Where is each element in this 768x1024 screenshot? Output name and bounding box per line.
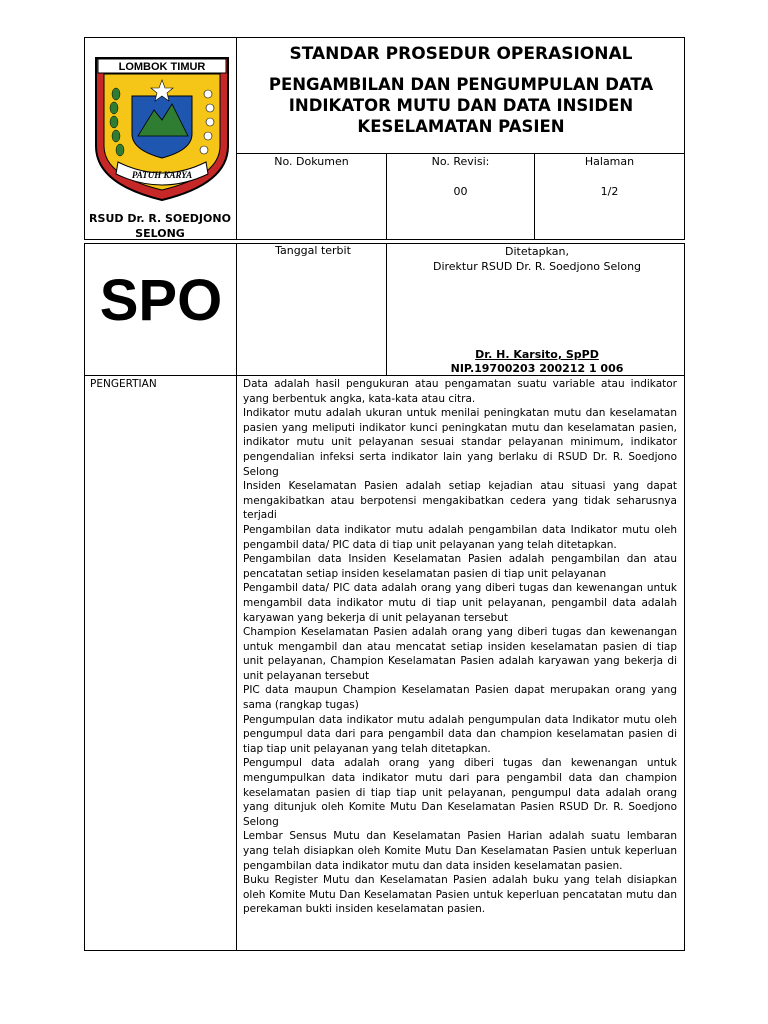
document-title <box>238 42 684 137</box>
title-sub-line-2: INDIKATOR MUTU DAN DATA INSIDEN <box>288 96 634 115</box>
paragraph: Pengambilan data indikator mutu adalah pengambilan data Indikator mutu oleh pengambil data/ PIC data di tiap unit pelayanan yang telah ditetapkan. <box>243 523 677 551</box>
tanggal-terbit-label: Tanggal terbit <box>275 244 351 257</box>
paragraph: Pengumpulan data indikator mutu adalah pengumpulan data Indikator mutu oleh pengumpul data dari para pengambil data dan champion keselamatan pasien di tiap tiap unit pelayanan yang telah ditetapkan. <box>243 713 677 755</box>
pengertian-label: PENGERTIAN <box>90 378 157 390</box>
title-sub-line-3: KESELAMATAN PASIEN <box>357 117 565 136</box>
table-border <box>386 243 387 376</box>
lombok-timur-logo <box>92 54 232 204</box>
paragraph: Pengambilan data Insiden Keselamatan Pasien adalah pengambilan dan atau pencatatan setiap insiden keselamatan pasien di tiap unit pelayanan <box>243 553 677 580</box>
table-border <box>84 950 685 951</box>
table-border <box>84 37 85 240</box>
signer-nip: NIP.19700203 200212 1 006 <box>450 362 624 375</box>
pengertian-body <box>243 377 677 917</box>
halaman-label: Halaman <box>584 155 635 168</box>
logo-text-top: LOMBOK TIMUR <box>118 61 206 73</box>
table-border <box>684 37 685 240</box>
no-dokumen-label: No. Dokumen <box>274 155 349 168</box>
no-revisi-label: No. Revisi: <box>431 155 490 168</box>
signer-name: Dr. H. Karsito, SpPD <box>475 348 599 361</box>
logo-text-bottom: PATUH KARYA <box>131 170 193 180</box>
institution-label: RSUD Dr. R. SOEDJONO SELONG <box>89 212 231 240</box>
table-border <box>684 243 685 951</box>
halaman-value: 1/2 <box>600 185 619 198</box>
title-sub-line-1: PENGAMBILAN DAN PENGUMPULAN DATA <box>268 75 654 94</box>
paragraph: Indikator mutu adalah ukuran untuk menilai peningkatan mutu dan keselamatan pasien yang meliputi indikator kunci peningkatan mutu dan keselamatan pasien, indikator mutu unit pelayanan sesuai standar pelayanan minimum, indikator pengendalian infeksi serta indikator lain yang berlaku di RSUD Dr. R. Soedjono Selong <box>243 407 677 478</box>
table-border <box>236 243 237 951</box>
paragraph: Insiden Keselamatan Pasien adalah setiap kejadian atau situasi yang dapat mengakibatkan atau berpotensi mengakibatkan cedera yang tidak seharusnya terjadi <box>243 480 677 522</box>
title-main: STANDAR PROSEDUR OPERASIONAL <box>289 44 633 64</box>
spo-label: SPO <box>99 268 223 333</box>
paragraph: PIC data maupun Champion Keselamatan Pasien dapat merupakan orang yang sama (rangkap tugas) <box>243 684 677 712</box>
paragraph: Pengumpul data adalah orang yang diberi tugas dan kewenangan untuk mengumpulkan data indikator mutu dari para pengambil data dan champion keselamatan pasien di tiap tiap unit pelayanan, pengumpul data adalah orang yang ditunjuk oleh Komite Mutu Dan Keselamatan Pasien RSUD Dr. R. Soedjono Selong <box>243 757 677 828</box>
table-border <box>236 153 685 154</box>
no-revisi-value: 00 <box>453 185 468 198</box>
table-border <box>84 243 85 951</box>
ditetapkan-label: Ditetapkan, <box>504 245 570 258</box>
paragraph: Champion Keselamatan Pasien adalah orang yang diberi tugas dan kewenangan untuk mengambil dan atau mencatat setiap insiden keselamatan pasien di tiap unit pelayanan, Champion Keselamatan Pasien adalah karyawan yang bekerja di unit pelayanan tersebut <box>243 626 677 682</box>
table-border <box>84 37 685 38</box>
paragraph: Lembar Sensus Mutu dan Keselamatan Pasien Harian adalah suatu lembaran yang telah disiapkan oleh Komite Mutu Dan Keselamatan Pasien untuk keperluan pengambilan data indikator mutu dan data insiden keselamatan pasien. <box>243 830 677 872</box>
paragraph: Buku Register Mutu dan Keselamatan Pasien adalah buku yang telah disiapkan oleh Komite Mutu Dan Keselamatan Pasien untuk keperluan pencatatan mutu dan perekaman bukti insiden keselamatan pasien. <box>243 874 677 916</box>
paragraph: Data adalah hasil pengukuran atau pengamatan suatu variable atau indikator yang berbentuk angka, kata-kata atau citra. <box>243 378 677 405</box>
direktur-label: Direktur RSUD Dr. R. Soedjono Selong <box>432 260 642 273</box>
paragraph: Pengambil data/ PIC data adalah orang yang diberi tugas dan kewenangan untuk mengambil data indikator mutu di tiap unit pelayanan, pengambil data adalah karyawan yang bekerja di unit pelayanan tersebut <box>243 582 677 624</box>
signature-block <box>392 348 682 376</box>
table-border <box>236 37 237 240</box>
ditetapkan-block <box>392 244 682 274</box>
